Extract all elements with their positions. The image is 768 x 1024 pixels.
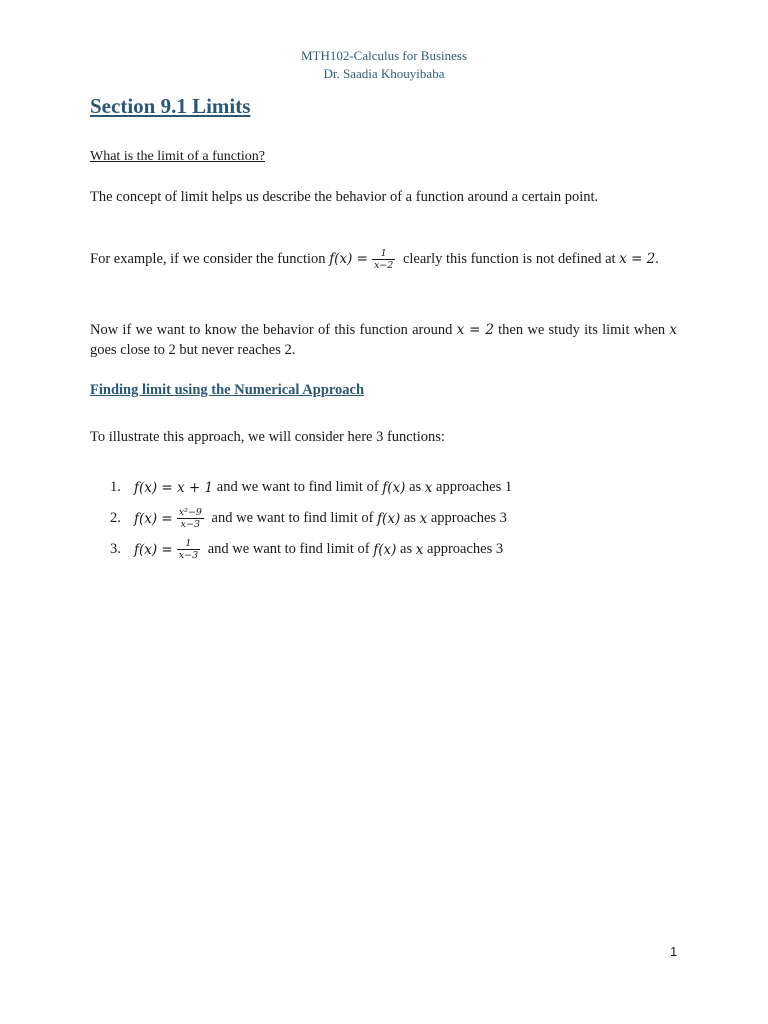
fraction xyxy=(177,538,200,561)
question-heading: What is the limit of a function? xyxy=(90,149,265,164)
section-title: Section 9.1 Limits xyxy=(90,94,251,118)
text-fragment: approaches 3 xyxy=(423,541,504,557)
math-x: x xyxy=(415,541,424,558)
fraction-denominator: x−3 xyxy=(180,519,201,530)
text-fragment: goes close to 2 but never reaches 2. xyxy=(90,342,296,358)
page-number: 1 xyxy=(670,944,678,959)
math-x: x xyxy=(669,322,677,338)
text-fragment: approaches 1 xyxy=(432,479,513,495)
list-item xyxy=(110,503,690,534)
fraction xyxy=(372,248,395,271)
fraction-denominator: x−3 xyxy=(178,550,199,561)
paragraph-example xyxy=(90,248,677,271)
fraction-numerator: 1 xyxy=(372,248,395,260)
math-x: x xyxy=(424,479,433,496)
math-fx: f(x) xyxy=(373,541,397,558)
course-title: MTH102-Calculus for Business xyxy=(300,48,468,63)
function-list xyxy=(110,472,690,565)
text-fragment: and we want to find limit of xyxy=(213,479,383,495)
fraction-numerator: 1 xyxy=(177,538,200,550)
fraction-numerator: x²−9 xyxy=(178,507,202,518)
text-fragment: clearly this function is not defined at xyxy=(399,250,620,267)
document-header xyxy=(0,47,768,83)
paragraph-illustrate: To illustrate this approach, we will consider here 3 functions: xyxy=(90,429,445,445)
math-function: f(x) = x + 1 xyxy=(134,479,214,496)
text-fragment: approaches 3 xyxy=(427,510,507,526)
math-fx: f(x) xyxy=(377,510,401,527)
text-fragment: For example, if we consider the function xyxy=(90,250,330,267)
math-function: f(x) = xyxy=(134,510,173,527)
paragraph-behavior xyxy=(90,320,677,360)
text-fragment: then we study its limit when xyxy=(493,322,670,338)
text-fragment: as xyxy=(400,510,420,526)
math-x-equals: x = 2 xyxy=(619,250,656,267)
list-item xyxy=(110,472,690,503)
text-fragment: Now if we want to know the behavior of this function around xyxy=(90,322,457,338)
math-x-equals: x = 2 xyxy=(456,322,494,338)
math-function: f(x) = xyxy=(134,541,173,558)
fraction-denominator: x−2 xyxy=(373,260,394,271)
math-x: x xyxy=(419,510,428,527)
math-fx: f(x) = xyxy=(329,250,368,267)
list-item xyxy=(110,534,690,565)
text-fragment: and we want to find limit of xyxy=(204,541,374,557)
math-fx: f(x) xyxy=(382,479,406,496)
instructor-name: Dr. Saadia Khouyibaba xyxy=(323,66,445,81)
subheading: Finding limit using the Numerical Approach xyxy=(90,382,365,398)
text-fragment: as xyxy=(405,479,425,495)
list-number: 3. xyxy=(110,541,121,557)
text-fragment: and we want to find limit of xyxy=(207,510,378,526)
text-fragment: as xyxy=(396,541,416,557)
paragraph-concept: The concept of limit helps us describe the behavior of a function around a certain point. xyxy=(90,189,599,205)
list-number: 1. xyxy=(110,479,121,495)
fraction xyxy=(177,507,204,530)
text-fragment: . xyxy=(655,250,659,267)
list-number: 2. xyxy=(110,510,121,526)
